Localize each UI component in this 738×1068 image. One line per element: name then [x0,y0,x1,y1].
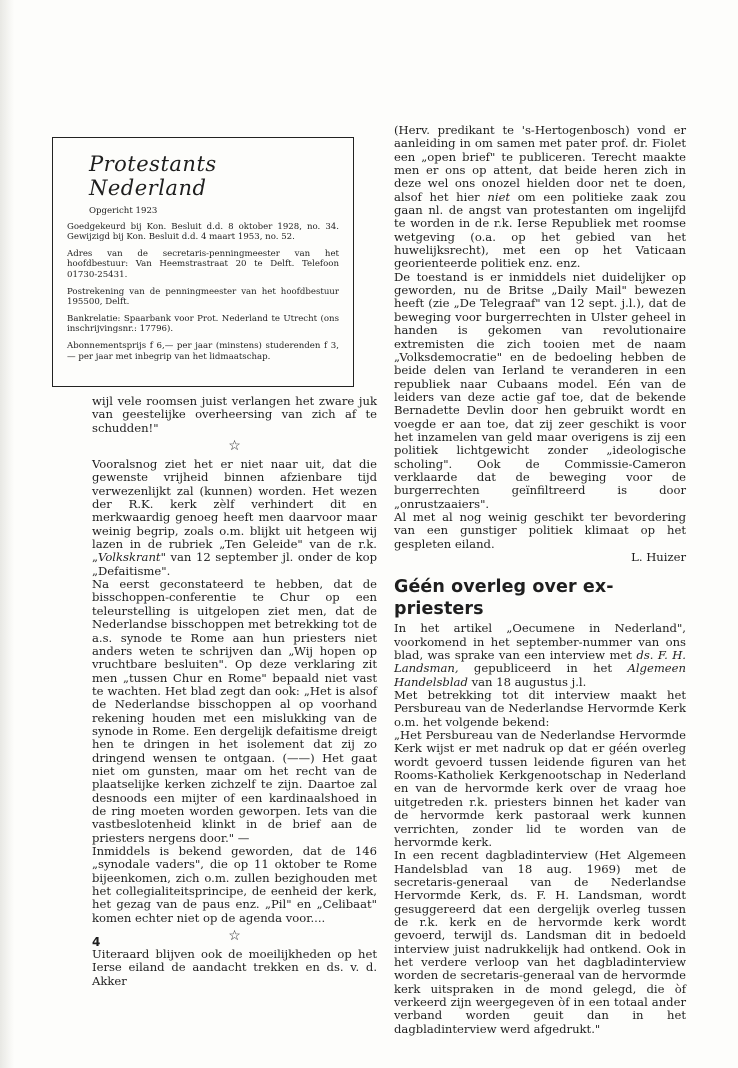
article-heading: Géén overleg over ex-priesters [394,577,614,620]
founded-line: Opgericht 1923 [89,206,158,216]
author-signature: L. Huizer [631,550,686,564]
bank-text: Bankrelatie: Spaarbank voor Prot. Nederland te Utrecht (ons inschrijvingsnr.: 17796). [67,313,339,335]
author-signature-line [394,551,686,564]
right-paragraph-5: Met betrekking tot dit interview maakt het Persbureau van de Nederlandse Hervormde Kerk o.m. het volgende bekend: [394,688,686,729]
left-paragraph-4: Inmiddels is bekend geworden, dat de 146 „synodale vaders", die op 11 oktober te Rome bijeenkomen, zich o.m. zullen bezighouden met het collegialiteitsprincipe, de eenheid der kerk, het gezag van de paus enz. „Pil" en „Celibaat" komen echter niet op de agenda voor.... [92,844,377,925]
masthead-title: Protestants Nederland [89,152,217,200]
right-paragraph-4: In het artikel „Oecumene in Nederland", voorkomend in het september-nummer van ons blad, was sprake van een interview met ds. F. H. Landsman, gepubliceerd in het Algemeen Handelsblad van 18 augustus j.l. [394,621,686,689]
right-paragraph-1: (Herv. predikant te 's-Hertogenbosch) vond er aanleiding in om samen met pater prof. dr. Fiolet een „open brief" te publiceren. Terecht maakte men er ons op attent, dat beide heren zich in deze wel ons onozel hielden door net te doen, alsof het hier niet om een politieke zaak zou gaan nl. de angst van protestanten om ingelijfd te worden in de r.k. Ierse Republiek met roomse wetgeving (o.a. op het gebied van het huwelijksrecht), met een op het Vaticaan georienteerde politiek enz. enz. [394,123,686,271]
left-paragraph-5: Uiteraard blijven ook de moeilijkheden op het Ierse eiland de aandacht trekken en ds. v. d. Akker [92,947,377,988]
left-column [92,395,377,988]
address-text: Adres van de secretaris-penningmeester van het hoofdbestuur: Van Heemstrastraat 20 te Delft. Telefoon 01730-25431. [67,248,339,280]
section-star-separator: ☆ [228,928,241,945]
subscription-text: Abonnementsprijs f 6,— per jaar (minstens) studerenden f 3,— per jaar met inbegrip van het lidmaatschap. [67,340,339,362]
page-number: 4 [92,935,101,949]
page-edge-shadow [0,0,14,1068]
right-paragraph-7: In een recent dagbladinterview (Het Algemeen Handelsblad van 18 aug. 1969) met de secretaris-generaal van de Nederlandse Hervormde Kerk, ds. F. H. Landsman, wordt gesuggereerd dat een dergelijk overleg tussen de r.k. kerk en de hervormde kerk wordt gevoerd, terwijl ds. Landsman dit in bedoeld interview juist nadrukkelijk had ontkend. Ook in het verdere verloop van het dagbladinterview worden de secretaris-generaal van de hervormde kerk uitspraken in de mond gelegd, die òf verkeerd zijn weergegeven òf in een totaal ander verband worden geuit dan in het dagbladinterview werd afgedrukt." [394,848,686,1036]
newspaper-name: Volkskrant [98,550,161,565]
postal-text: Postrekening van de penningmeester van het hoofdbestuur 195500, Delft. [67,286,339,308]
left-paragraph-2: Vooralsnog ziet het er niet naar uit, dat die gewenste vrijheid binnen afzienbare tijd verwezenlijkt zal (kunnen) worden. Het wezen der R.K. kerk zèlf verhindert dit en merkwaardig genoeg heeft men daarvoor maar weinig begrip, zoals o.m. blijkt uit hetgeen wij lazen in de rubriek „Ten Geleide" van de r.k. „Volkskrant" van 12 september jl. onder de kop „Defaitisme". [92,457,377,578]
masthead-box [52,137,354,387]
right-paragraph-6: „Het Persbureau van de Nederlandse Hervormde Kerk wijst er met nadruk op dat er géén overleg wordt gevoerd tussen leidende figuren van het Rooms-Katholiek Kerkgenootschap in Nederland en van de hervormde kerk over de vraag hoe uitgetreden r.k. priesters binnen het kader van de hervormde kerk pastoraal werk kunnen verrichten, zonder lid te worden van de hervormde kerk. [394,728,686,849]
left-paragraph-3: Na eerst geconstateerd te hebben, dat de bisschoppen-conferentie te Chur op een teleurstelling is uitgelopen ziet men, dat de Nederlandse bisschoppen met betrekking tot de a.s. synode te Rome aan hun priesters niet anders weten te schrijven dan „Wij hopen op vruchtbare besluiten". Op deze verklaring zit men „tussen Chur en Rome" bepaald niet vast te wachten. Het blad zegt dan ook: „Het is alsof de Nederlandse bisschoppen al op voorhand rekening houden met een mislukking van de synode in Rome. Een dergelijk defaitisme dreigt hen te dringen in het isolement dat zij zo dringend wensen te ontgaan. (——) Het gaat niet om gunsten, maar om het recht van de plaatselijke kerken zichzelf te zijn. Daartoe zal desnoods een mijter of een kardinaalshoed in de ring moeten worden geworpen. Iets van die vastbeslotenheid klinkt in de brief aan de priesters nergens door." — [92,577,377,845]
left-paragraph-1: wijl vele roomsen juist verlangen het zware juk van geestelijke overheersing van zich af te schudden!" [92,394,377,435]
approval-text: Goedgekeurd bij Kon. Besluit d.d. 8 oktober 1928, no. 34. Gewijzigd bij Kon. Besluit d.d. 4 maart 1953, no. 52. [67,221,339,243]
right-column [394,124,686,1036]
section-star-separator: ☆ [228,438,241,455]
right-paragraph-3: Al met al nog weinig geschikt ter bevordering van een gunstiger politiek klimaat op het gespleten eiland. [394,509,686,551]
right-paragraph-2: De toestand is er inmiddels niet duidelijker op geworden, nu de Britse „Daily Mail" bewezen heeft (zie „De Telegraaf" van 12 sept. j.l.), dat de beweging voor burgerrechten in Ulster geheel in handen is gekomen van revolutionaire extremisten die zich tooien met de naam „Volksdemocratie" en de bedoeling hebben de beide delen van Ierland te veranderen in een republiek naar Cubaans model. Eén van de leiders van deze actie gaf toe, dat de bekende Bernadette Devlin door hen gebruikt wordt en voegde er aan toe, dat zij zeer geschikt is voor het inzamelen van geld maar overigens is zij een politiek lichtgewicht zonder „ideologische scholing". Ook de Commissie-Cameron verklaarde dat de beweging voor de burgerrechten geïnfiltreerd is door „onrustzaaiers". [394,269,686,511]
